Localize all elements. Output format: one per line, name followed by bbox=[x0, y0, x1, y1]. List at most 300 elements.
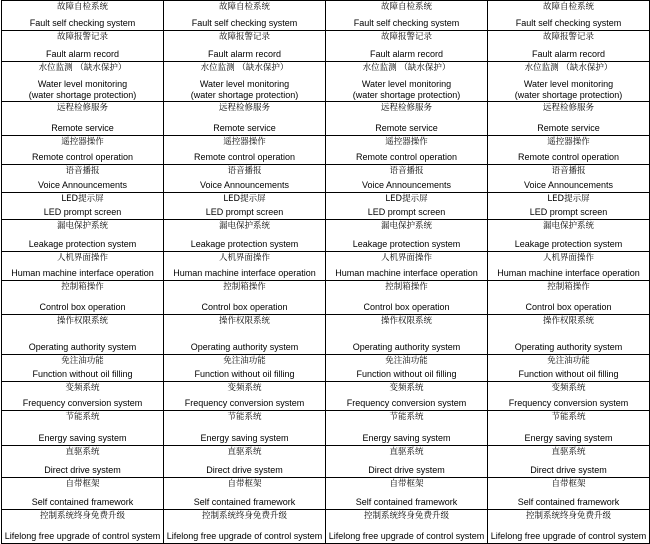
cell-content bbox=[2, 62, 163, 101]
cell-content bbox=[164, 315, 325, 354]
feature-name-chinese: 控制箱操作 bbox=[385, 282, 428, 292]
feature-name-english: Energy saving system bbox=[200, 433, 289, 443]
feature-name-chinese: 漏电保护系统 bbox=[218, 221, 270, 231]
feature-name-english-block bbox=[326, 239, 487, 251]
feature-name-english-block bbox=[2, 433, 163, 445]
feature-name-english: Direct drive system bbox=[206, 465, 283, 475]
feature-name-chinese: 故障自检系统 bbox=[380, 2, 432, 12]
feature-name-chinese: 漏电保护系统 bbox=[380, 221, 432, 231]
feature-name-english-block bbox=[2, 531, 163, 543]
table-row bbox=[2, 31, 650, 62]
table-cell bbox=[326, 193, 488, 220]
feature-name-chinese: 远程检修服务 bbox=[380, 103, 432, 113]
feature-name-chinese: 语音播报 bbox=[65, 166, 100, 176]
cell-content bbox=[488, 220, 649, 251]
table-row bbox=[2, 281, 650, 315]
feature-name-chinese: 自带框架 bbox=[65, 479, 100, 489]
feature-name-chinese: 变频系统 bbox=[551, 383, 586, 393]
feature-name-english-block bbox=[488, 497, 649, 509]
feature-name-english: Remote service bbox=[375, 123, 438, 133]
feature-name-english-block bbox=[326, 302, 487, 314]
feature-name-english: Water level monitoring bbox=[523, 79, 614, 89]
cell-content bbox=[488, 446, 649, 477]
feature-name-english: Fault self checking system bbox=[353, 18, 460, 28]
feature-name-chinese: 免注油功能 bbox=[385, 356, 428, 366]
feature-name-english: Human machine interface operation bbox=[173, 268, 316, 278]
table-cell bbox=[164, 31, 326, 62]
cell-content bbox=[488, 510, 649, 543]
table-cell bbox=[2, 355, 164, 382]
cell-content bbox=[164, 165, 325, 192]
feature-name-english-block bbox=[326, 497, 487, 509]
feature-name-chinese: 节能系统 bbox=[227, 412, 262, 422]
feature-name-english: Self contained framework bbox=[517, 497, 620, 507]
feature-name-chinese: 故障报警记录 bbox=[542, 32, 594, 42]
cell-content bbox=[326, 411, 487, 445]
table-cell bbox=[488, 193, 650, 220]
table-cell bbox=[326, 165, 488, 193]
feature-name-english-block bbox=[2, 465, 163, 477]
table-cell bbox=[488, 382, 650, 411]
feature-name-chinese: 远程检修服务 bbox=[56, 103, 108, 113]
feature-name-english: Water level monitoring bbox=[361, 79, 452, 89]
feature-name-english-block bbox=[164, 531, 325, 543]
feature-name-english: Operating authority system bbox=[190, 342, 299, 352]
feature-name-english: Self contained framework bbox=[355, 497, 458, 507]
feature-name-english: Lifelong free upgrade of control system bbox=[490, 531, 647, 541]
feature-name-english: Fault alarm record bbox=[531, 49, 606, 59]
table-cell bbox=[164, 281, 326, 315]
cell-content bbox=[326, 165, 487, 192]
feature-name-chinese: 故障自检系统 bbox=[542, 2, 594, 12]
feature-name-chinese: 漏电保护系统 bbox=[56, 221, 108, 231]
feature-name-english: Energy saving system bbox=[524, 433, 613, 443]
feature-name-chinese: 遥控器操作 bbox=[223, 137, 266, 147]
feature-name-english: Leakage protection system bbox=[352, 239, 461, 249]
feature-name-english-block bbox=[164, 268, 325, 280]
cell-content bbox=[488, 136, 649, 164]
feature-name-english-block bbox=[2, 302, 163, 314]
feature-name-english-block bbox=[164, 207, 325, 219]
cell-content bbox=[326, 31, 487, 61]
cell-content bbox=[488, 355, 649, 381]
table-cell bbox=[488, 315, 650, 355]
cell-content bbox=[2, 220, 163, 251]
cell-content bbox=[2, 446, 163, 477]
table-cell bbox=[164, 165, 326, 193]
feature-name-chinese: 变频系统 bbox=[65, 383, 100, 393]
cell-content bbox=[2, 252, 163, 280]
table-cell bbox=[164, 102, 326, 136]
cell-content bbox=[488, 102, 649, 135]
cell-content bbox=[488, 382, 649, 410]
feature-name-english-block bbox=[488, 123, 649, 135]
cell-content bbox=[164, 252, 325, 280]
feature-name-english: Remote service bbox=[213, 123, 276, 133]
feature-name-english: LED prompt screen bbox=[367, 207, 446, 217]
table-cell bbox=[488, 252, 650, 281]
feature-name-english: Lifelong free upgrade of control system bbox=[328, 531, 485, 541]
table-cell bbox=[2, 102, 164, 136]
feature-name-english: Fault self checking system bbox=[191, 18, 298, 28]
table-cell bbox=[164, 220, 326, 252]
table-cell bbox=[326, 446, 488, 478]
feature-name-english: Control box operation bbox=[39, 302, 126, 312]
feature-name-english-block bbox=[326, 369, 487, 381]
table-cell bbox=[488, 102, 650, 136]
features-table bbox=[1, 0, 650, 544]
feature-name-chinese: 语音播报 bbox=[389, 166, 424, 176]
cell-content bbox=[2, 193, 163, 219]
feature-name-english-line2: (water shortage protection) bbox=[352, 90, 461, 100]
table-cell bbox=[488, 510, 650, 544]
feature-name-english: Direct drive system bbox=[44, 465, 121, 475]
feature-name-english: Control box operation bbox=[363, 302, 450, 312]
feature-name-english-block bbox=[488, 465, 649, 477]
feature-name-chinese: 节能系统 bbox=[551, 412, 586, 422]
table-cell bbox=[326, 355, 488, 382]
feature-name-english: Human machine interface operation bbox=[11, 268, 154, 278]
feature-name-english-block bbox=[488, 180, 649, 192]
feature-name-english-block bbox=[164, 302, 325, 314]
feature-name-english-block bbox=[326, 398, 487, 410]
feature-name-english-block bbox=[488, 207, 649, 219]
feature-name-chinese: 水位监测 （缺水保护） bbox=[362, 63, 451, 73]
table-row bbox=[2, 478, 650, 510]
cell-content bbox=[326, 355, 487, 381]
table-cell bbox=[164, 446, 326, 478]
cell-content bbox=[164, 193, 325, 219]
feature-name-english: Direct drive system bbox=[530, 465, 607, 475]
feature-name-chinese: 自带框架 bbox=[551, 479, 586, 489]
feature-name-chinese: 遥控器操作 bbox=[385, 137, 428, 147]
feature-name-english-block bbox=[164, 49, 325, 61]
feature-name-english-block bbox=[488, 49, 649, 61]
table-row bbox=[2, 136, 650, 165]
feature-name-english-block bbox=[2, 79, 163, 101]
feature-name-english: Voice Announcements bbox=[523, 180, 614, 190]
table-cell bbox=[2, 193, 164, 220]
feature-name-english: Fault alarm record bbox=[369, 49, 444, 59]
cell-content bbox=[164, 478, 325, 509]
table-cell bbox=[488, 281, 650, 315]
feature-name-english-block bbox=[488, 152, 649, 164]
cell-content bbox=[2, 411, 163, 445]
feature-name-english-block bbox=[164, 342, 325, 354]
feature-name-english-block bbox=[326, 207, 487, 219]
feature-name-english: Function without oil filling bbox=[356, 369, 457, 379]
feature-name-english-block bbox=[2, 369, 163, 381]
cell-content bbox=[164, 355, 325, 381]
feature-name-english: Operating authority system bbox=[352, 342, 461, 352]
feature-name-english: Remote control operation bbox=[193, 152, 296, 162]
feature-name-chinese: 直驱系统 bbox=[551, 447, 586, 457]
feature-name-english-block bbox=[2, 180, 163, 192]
table-cell bbox=[164, 382, 326, 411]
feature-name-english: Leakage protection system bbox=[190, 239, 299, 249]
feature-name-chinese: 控制箱操作 bbox=[61, 282, 104, 292]
feature-name-chinese: 控制系统终身免费升级 bbox=[525, 511, 611, 521]
table-cell bbox=[488, 220, 650, 252]
feature-name-english: Control box operation bbox=[201, 302, 288, 312]
feature-name-english: Direct drive system bbox=[368, 465, 445, 475]
table-cell bbox=[164, 136, 326, 165]
feature-name-english-block bbox=[488, 302, 649, 314]
feature-name-english: Lifelong free upgrade of control system bbox=[166, 531, 323, 541]
feature-name-english: Remote control operation bbox=[355, 152, 458, 162]
table-cell bbox=[2, 446, 164, 478]
table-cell bbox=[326, 252, 488, 281]
feature-name-english: Leakage protection system bbox=[514, 239, 623, 249]
feature-name-english: Remote control operation bbox=[31, 152, 134, 162]
table-row bbox=[2, 252, 650, 281]
feature-name-chinese: 控制箱操作 bbox=[547, 282, 590, 292]
cell-content bbox=[2, 478, 163, 509]
feature-name-english: Voice Announcements bbox=[199, 180, 290, 190]
feature-name-english: LED prompt screen bbox=[529, 207, 608, 217]
feature-name-english-block bbox=[164, 433, 325, 445]
feature-name-english-block bbox=[488, 342, 649, 354]
feature-name-chinese: 控制箱操作 bbox=[223, 282, 266, 292]
feature-name-english-block bbox=[488, 398, 649, 410]
table-row bbox=[2, 411, 650, 446]
feature-name-english: Function without oil filling bbox=[518, 369, 619, 379]
table-cell bbox=[164, 411, 326, 446]
feature-name-english-block bbox=[2, 497, 163, 509]
cell-content bbox=[488, 478, 649, 509]
feature-name-english-block bbox=[2, 398, 163, 410]
table-cell bbox=[164, 355, 326, 382]
feature-name-english: Lifelong free upgrade of control system bbox=[4, 531, 161, 541]
cell-content bbox=[488, 193, 649, 219]
table-cell bbox=[326, 411, 488, 446]
feature-name-english: LED prompt screen bbox=[205, 207, 284, 217]
feature-name-english: Fault alarm record bbox=[207, 49, 282, 59]
table-cell bbox=[326, 1, 488, 31]
feature-name-chinese: 直驱系统 bbox=[227, 447, 262, 457]
cell-content bbox=[164, 510, 325, 543]
table-row bbox=[2, 382, 650, 411]
table-cell bbox=[488, 411, 650, 446]
feature-name-english-block bbox=[488, 79, 649, 101]
table-row bbox=[2, 193, 650, 220]
table-cell bbox=[2, 382, 164, 411]
feature-name-english: Frequency conversion system bbox=[22, 398, 143, 408]
cell-content bbox=[2, 136, 163, 164]
feature-name-chinese: 操作权限系统 bbox=[218, 316, 270, 326]
feature-name-english: Control box operation bbox=[525, 302, 612, 312]
feature-name-english: Human machine interface operation bbox=[497, 268, 640, 278]
feature-name-chinese: 变频系统 bbox=[389, 383, 424, 393]
feature-name-chinese: 直驱系统 bbox=[65, 447, 100, 457]
feature-name-english-block bbox=[2, 49, 163, 61]
feature-name-english: Human machine interface operation bbox=[335, 268, 478, 278]
feature-name-chinese: 人机界面操作 bbox=[380, 253, 432, 263]
table-cell bbox=[488, 478, 650, 510]
cell-content bbox=[164, 382, 325, 410]
feature-name-english: Energy saving system bbox=[38, 433, 127, 443]
table-cell bbox=[2, 510, 164, 544]
feature-name-english-block bbox=[326, 465, 487, 477]
table-cell bbox=[488, 446, 650, 478]
feature-name-chinese: 操作权限系统 bbox=[380, 316, 432, 326]
table-cell bbox=[2, 31, 164, 62]
table-cell bbox=[488, 136, 650, 165]
feature-name-english: Voice Announcements bbox=[361, 180, 452, 190]
feature-name-chinese: 操作权限系统 bbox=[56, 316, 108, 326]
table-row bbox=[2, 220, 650, 252]
feature-name-english-block bbox=[164, 18, 325, 30]
feature-name-english: Water level monitoring bbox=[37, 79, 128, 89]
cell-content bbox=[488, 281, 649, 314]
table-cell bbox=[2, 478, 164, 510]
table-cell bbox=[326, 382, 488, 411]
cell-content bbox=[164, 136, 325, 164]
feature-name-chinese: 语音播报 bbox=[227, 166, 262, 176]
cell-content bbox=[326, 102, 487, 135]
cell-content bbox=[2, 281, 163, 314]
table-cell bbox=[488, 1, 650, 31]
feature-name-english-block bbox=[488, 268, 649, 280]
cell-content bbox=[2, 382, 163, 410]
table-row bbox=[2, 355, 650, 382]
cell-content bbox=[326, 252, 487, 280]
table-row bbox=[2, 315, 650, 355]
feature-name-english: Fault self checking system bbox=[29, 18, 136, 28]
feature-name-chinese: 免注油功能 bbox=[547, 356, 590, 366]
table-cell bbox=[164, 510, 326, 544]
feature-name-english-block bbox=[488, 369, 649, 381]
feature-name-english: Function without oil filling bbox=[194, 369, 295, 379]
feature-name-english-block bbox=[2, 152, 163, 164]
feature-name-english-line2: (water shortage protection) bbox=[514, 90, 623, 100]
cell-content bbox=[326, 478, 487, 509]
cell-content bbox=[326, 193, 487, 219]
feature-name-english: Self contained framework bbox=[31, 497, 134, 507]
table-cell bbox=[2, 136, 164, 165]
table-cell bbox=[2, 165, 164, 193]
table-cell bbox=[488, 62, 650, 102]
table-cell bbox=[326, 281, 488, 315]
feature-name-english: Remote service bbox=[51, 123, 114, 133]
feature-name-english: Fault self checking system bbox=[515, 18, 622, 28]
cell-content bbox=[164, 31, 325, 61]
feature-name-chinese: 故障报警记录 bbox=[56, 32, 108, 42]
feature-name-chinese: 水位监测 （缺水保护） bbox=[200, 63, 289, 73]
feature-name-english-block bbox=[326, 531, 487, 543]
table-cell bbox=[488, 355, 650, 382]
feature-name-english-block bbox=[164, 239, 325, 251]
feature-name-english-block bbox=[488, 18, 649, 30]
feature-name-chinese: 节能系统 bbox=[389, 412, 424, 422]
feature-name-chinese: 控制系统终身免费升级 bbox=[363, 511, 449, 521]
feature-name-chinese: 自带框架 bbox=[227, 479, 262, 489]
feature-name-chinese: 故障自检系统 bbox=[56, 2, 108, 12]
feature-name-chinese: 远程检修服务 bbox=[542, 103, 594, 113]
table-row bbox=[2, 62, 650, 102]
cell-content bbox=[164, 411, 325, 445]
feature-name-english: Frequency conversion system bbox=[508, 398, 629, 408]
feature-name-english-block bbox=[2, 207, 163, 219]
table-cell bbox=[326, 220, 488, 252]
feature-name-chinese: LED提示屏 bbox=[547, 194, 590, 204]
cell-content bbox=[164, 281, 325, 314]
feature-name-chinese: 自带框架 bbox=[389, 479, 424, 489]
table-row bbox=[2, 446, 650, 478]
table-cell bbox=[326, 478, 488, 510]
cell-content bbox=[326, 315, 487, 354]
feature-name-english: Frequency conversion system bbox=[346, 398, 467, 408]
feature-name-chinese: 故障自检系统 bbox=[218, 2, 270, 12]
feature-name-chinese: 免注油功能 bbox=[61, 356, 104, 366]
feature-name-english: Water level monitoring bbox=[199, 79, 290, 89]
cell-content bbox=[326, 136, 487, 164]
feature-name-english: Operating authority system bbox=[28, 342, 137, 352]
feature-name-english-block bbox=[164, 180, 325, 192]
table-cell bbox=[2, 315, 164, 355]
cell-content bbox=[488, 165, 649, 192]
feature-name-english: Function without oil filling bbox=[32, 369, 133, 379]
cell-content bbox=[2, 165, 163, 192]
table-cell bbox=[326, 136, 488, 165]
table-cell bbox=[2, 220, 164, 252]
cell-content bbox=[488, 315, 649, 354]
table-cell bbox=[326, 102, 488, 136]
cell-content bbox=[326, 510, 487, 543]
table-cell bbox=[164, 478, 326, 510]
cell-content bbox=[164, 102, 325, 135]
cell-content bbox=[164, 220, 325, 251]
cell-content bbox=[488, 31, 649, 61]
feature-name-english-block bbox=[326, 49, 487, 61]
cell-content bbox=[164, 1, 325, 30]
feature-name-english-block bbox=[2, 239, 163, 251]
feature-name-english-block bbox=[164, 497, 325, 509]
feature-name-english-block bbox=[2, 18, 163, 30]
table-row bbox=[2, 510, 650, 544]
feature-name-chinese: 节能系统 bbox=[65, 412, 100, 422]
table-cell bbox=[2, 62, 164, 102]
feature-name-chinese: 遥控器操作 bbox=[61, 137, 104, 147]
feature-name-english: Self contained framework bbox=[193, 497, 296, 507]
feature-name-chinese: 远程检修服务 bbox=[218, 103, 270, 113]
table-cell bbox=[164, 193, 326, 220]
table-cell bbox=[2, 411, 164, 446]
feature-name-english-block bbox=[164, 123, 325, 135]
feature-name-chinese: 变频系统 bbox=[227, 383, 262, 393]
cell-content bbox=[164, 62, 325, 101]
cell-content bbox=[326, 446, 487, 477]
feature-name-chinese: 操作权限系统 bbox=[542, 316, 594, 326]
feature-name-english-block bbox=[326, 433, 487, 445]
feature-name-english-block bbox=[164, 369, 325, 381]
table-cell bbox=[164, 62, 326, 102]
table-cell bbox=[164, 252, 326, 281]
feature-name-chinese: 水位监测 （缺水保护） bbox=[524, 63, 613, 73]
cell-content bbox=[326, 62, 487, 101]
table-row bbox=[2, 165, 650, 193]
feature-name-english-block bbox=[164, 152, 325, 164]
feature-name-english-block bbox=[326, 18, 487, 30]
feature-name-english: Leakage protection system bbox=[28, 239, 137, 249]
feature-name-english: Remote service bbox=[537, 123, 600, 133]
feature-name-english-line2: (water shortage protection) bbox=[28, 90, 137, 100]
feature-name-chinese: 人机界面操作 bbox=[218, 253, 270, 263]
feature-name-english: Voice Announcements bbox=[37, 180, 128, 190]
feature-name-chinese: 人机界面操作 bbox=[56, 253, 108, 263]
feature-name-english: Operating authority system bbox=[514, 342, 623, 352]
table-cell bbox=[164, 1, 326, 31]
